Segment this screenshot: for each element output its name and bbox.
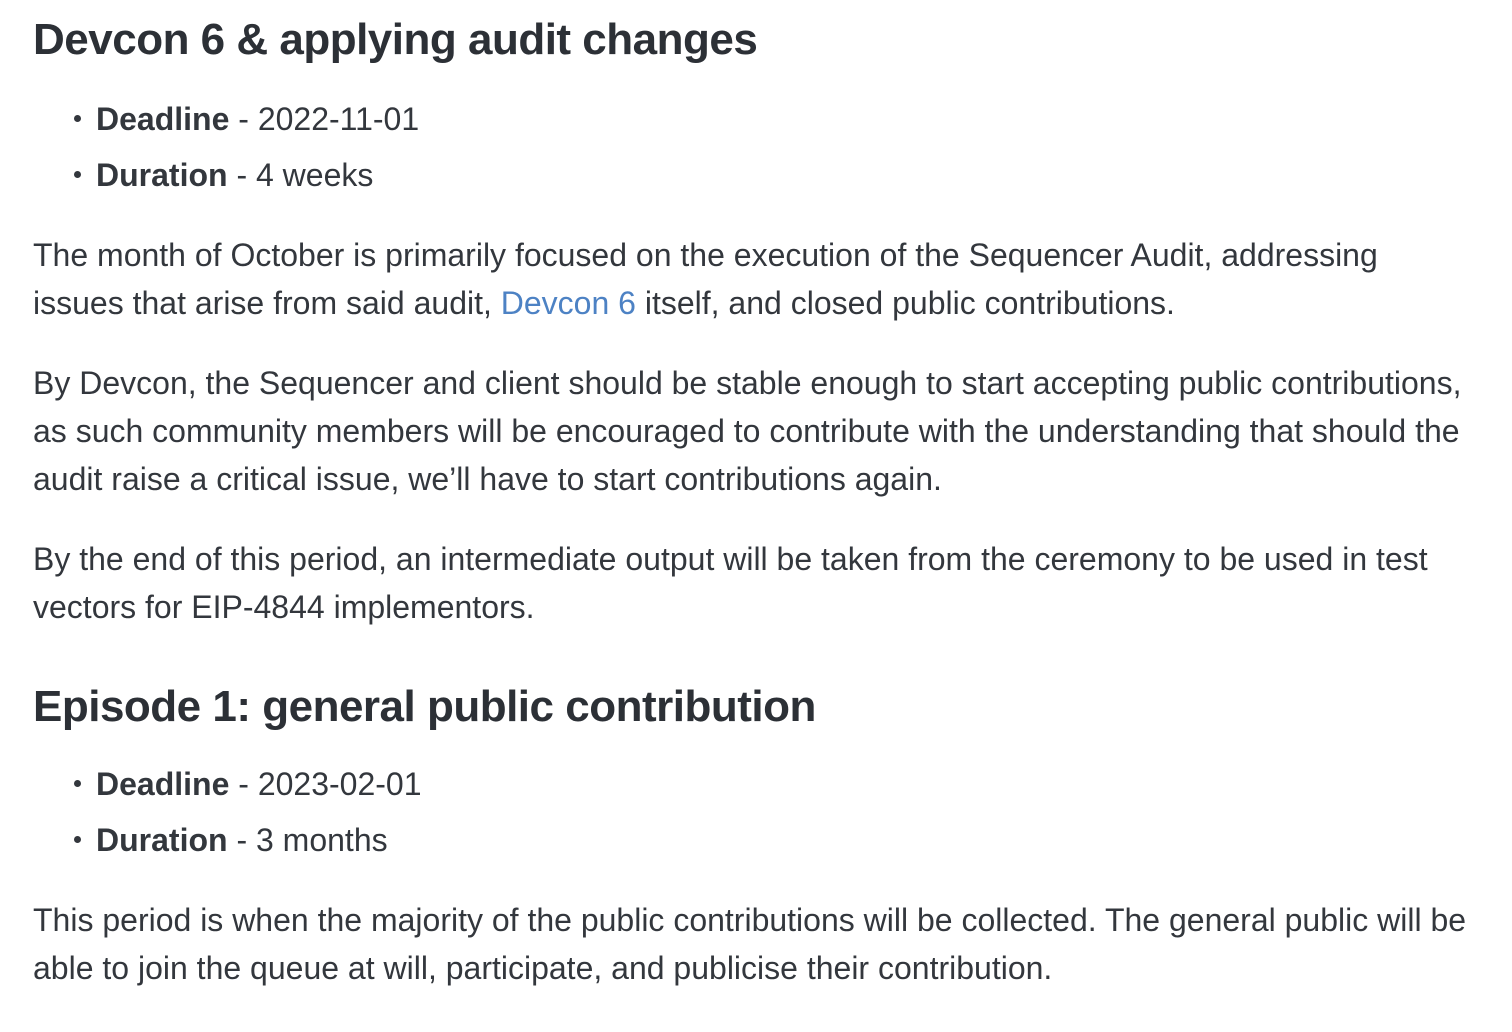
heading-episode-1-general-public-contribution: Episode 1: general public contribution: [33, 682, 816, 731]
list-item-label: Duration: [96, 157, 228, 193]
list-item-label: Deadline: [96, 101, 230, 137]
list-item-separator: -: [227, 157, 256, 193]
list-item-value: 2022-11-01: [257, 101, 420, 137]
list-item: [96, 816, 1476, 864]
heading-devcon-6-applying-audit-changes: Devcon 6 & applying audit changes: [33, 15, 758, 64]
list-item-value: 2023-02-01: [257, 766, 422, 802]
list-item: [96, 760, 1476, 808]
list-item-separator: -: [227, 822, 256, 858]
list-item-value: 4 weeks: [255, 157, 374, 193]
list-item: [96, 151, 1476, 199]
paragraph-intermediate-output: By the end of this period, an intermediate output will be taken from the ceremony to be used in test vectors for EIP-4844 implementors.: [33, 541, 1428, 625]
episode1-deadline-duration-list: [33, 760, 1476, 864]
list-item-label: Deadline: [96, 766, 230, 802]
list-item-separator: -: [229, 766, 258, 802]
paragraph-by-devcon-stability: By Devcon, the Sequencer and client should be stable enough to start accepting public contributions, as such community members will be encouraged to contribute with the understanding that should the audit raise a critical issue, we’ll have to start contributions again.: [33, 365, 1462, 497]
list-item-value: 3 months: [255, 822, 388, 858]
paragraph-text-before-link: The month of October is primarily focused on the execution of the Sequencer Audit, addressing issues that arise from said audit,: [33, 237, 1378, 321]
list-item-separator: -: [229, 101, 258, 137]
paragraph-public-contribution-period: This period is when the majority of the public contributions will be collected. The general public will be able to join the queue at will, participate, and publicise their contribution.: [33, 902, 1467, 986]
list-item: [96, 95, 1476, 143]
devcon-deadline-duration-list: [33, 95, 1476, 199]
list-item-label: Duration: [96, 822, 228, 858]
devcon-6-link[interactable]: Devcon 6: [500, 285, 636, 321]
paragraph-october-focus: [33, 231, 1476, 327]
paragraph-text-after-link: itself, and closed public contributions.: [635, 285, 1175, 321]
